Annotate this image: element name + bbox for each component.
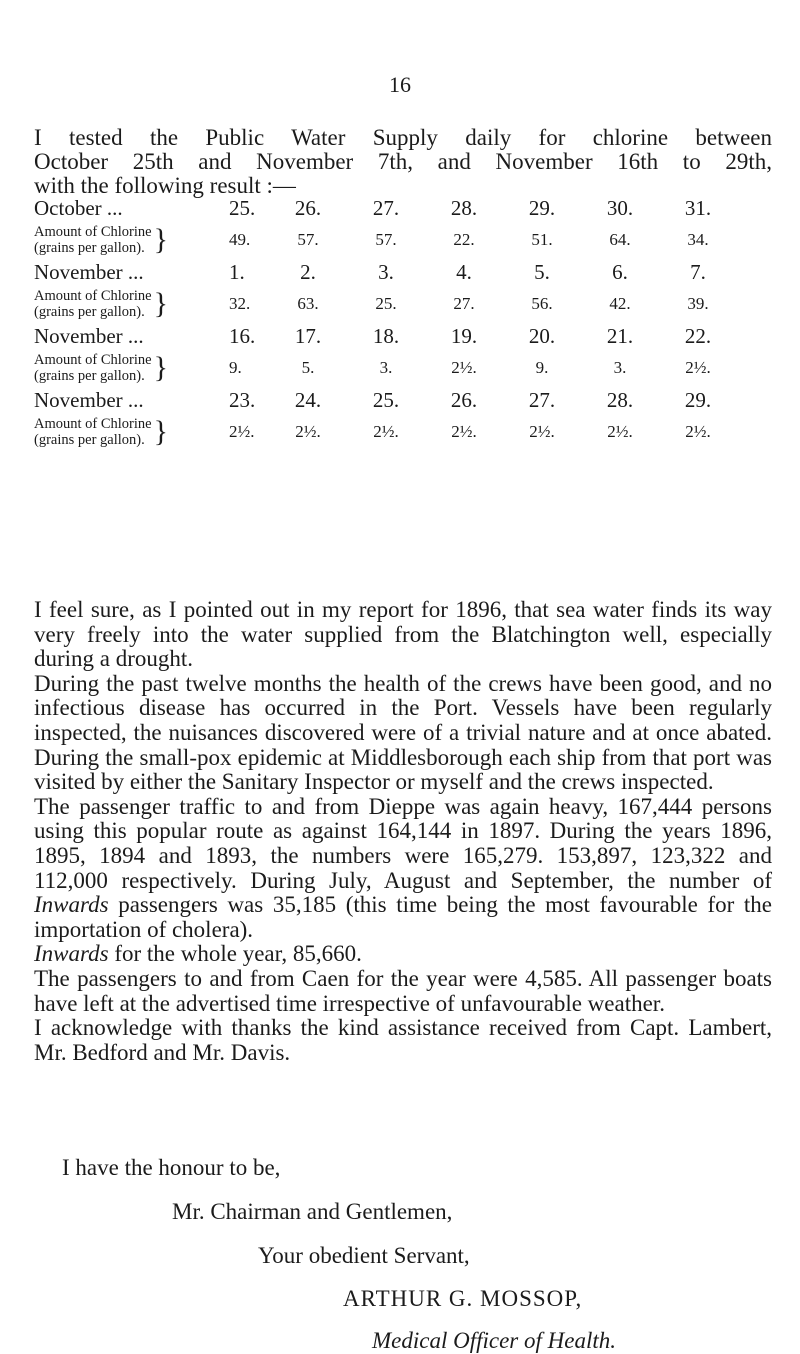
amount-cell: 2½. (529, 422, 555, 441)
date-cell: 2. (300, 259, 316, 284)
amount-cell: 25. (375, 294, 397, 313)
paragraph-dieppe-traffic (34, 795, 772, 943)
amount-cell: 2½. (295, 422, 321, 441)
amount-label (34, 349, 229, 387)
date-cell: 7. (690, 259, 706, 284)
amount-label-line1: Amount of Chlorine (34, 352, 152, 368)
table-row-amounts (34, 349, 737, 387)
amount-cell: 3. (379, 358, 393, 377)
date-cell: 20. (528, 323, 556, 348)
closing-salutation: Mr. Chairman and Gentlemen, (172, 1199, 453, 1224)
amount-cell: 42. (609, 294, 631, 313)
date-cell: 4. (456, 259, 472, 284)
amount-cell: 22. (453, 230, 475, 249)
amount-cell: 3. (613, 358, 627, 377)
page-number: 16 (389, 72, 411, 97)
amount-label (34, 413, 229, 451)
intro-line: October 25th and November 7th, and November 16th to 29th, (34, 149, 772, 174)
month-label: October ... (34, 195, 123, 220)
intro-line: I tested the Public Water Supply daily for chlorine between (34, 125, 772, 150)
amount-label-line2: (grains per gallon). (34, 240, 145, 256)
amount-cell: 32. (229, 294, 251, 313)
date-cell: 21. (606, 323, 634, 348)
month-label: November ... (34, 387, 144, 412)
amount-cell: 2½. (607, 422, 633, 441)
closing-honour: I have the honour to be, (62, 1155, 281, 1180)
date-cell: 25. (229, 195, 256, 220)
date-cell: 28. (606, 387, 634, 412)
amount-cell: 34. (687, 230, 709, 249)
paragraph-acknowledgement: I acknowledge with thanks the kind assistance received from Capt. Lambert, Mr. Bedford and Mr. Davis. (34, 1015, 772, 1065)
date-cell: 27. (528, 387, 556, 412)
amount-cell: 57. (297, 230, 319, 249)
inwards-year-text: for the whole year, 85,660. (114, 941, 362, 967)
date-cell: 25. (372, 387, 400, 412)
date-cell: 19. (450, 323, 478, 348)
brace-glyph: } (153, 351, 169, 384)
amount-cell: 56. (531, 294, 553, 313)
amount-label-line1: Amount of Chlorine (34, 416, 152, 432)
amount-cell: 2½. (685, 358, 711, 377)
amount-cell: 2½. (685, 422, 711, 441)
amount-label (34, 285, 229, 323)
closing-servant: Your obedient Servant, (258, 1243, 470, 1268)
date-cell: 31. (684, 195, 712, 220)
date-cell: 27. (372, 195, 400, 220)
amount-cell: 9. (535, 358, 549, 377)
date-cell: 24. (294, 387, 322, 412)
date-cell: 29. (684, 387, 712, 412)
amount-label-line2: (grains per gallon). (34, 432, 145, 448)
date-cell: 30. (606, 195, 634, 220)
amount-cell: 2½. (229, 422, 255, 441)
signature: ARTHUR G. MOSSOP, (343, 1286, 583, 1311)
amount-cell: 5. (301, 358, 315, 377)
intro-line: with the following result :— (34, 173, 296, 198)
paragraph-crews-health: During the past twelve months the health of the crews have been good, and no infectious disease has occurred in the Port. Vessels have been regularly inspected, the nuisances discovered were of a trivial nature and at once abated. During the small-pox epidemic at Middlesborough each ship from that port was visited by either the Sanitary Inspector or myself and the crews inspected. (34, 670, 772, 795)
date-cell: 3. (378, 259, 394, 284)
brace-glyph: } (153, 287, 169, 320)
table-row-amounts (34, 221, 737, 259)
report-body (34, 598, 772, 1065)
amount-cell: 9. (229, 358, 242, 377)
amount-cell: 63. (297, 294, 319, 313)
intro-paragraph (34, 126, 772, 198)
paragraph-inwards-year (34, 942, 772, 967)
dieppe-tail: passengers was 35,185 (this time being the most favourable for the importation of cholera). (34, 892, 772, 942)
amount-label-line1: Amount of Chlorine (34, 224, 152, 240)
dieppe-text: The passenger traffic to and from Dieppe was again heavy, 167,444 persons using this popular route as against 164,144 in 1897. During the years 1896, 1895, 1894 and 1893, the numbers were 165,279. 153,897, 123,322 and 112,000 respectively. During July, August and September, the number of (34, 793, 772, 893)
table-row-dates (34, 387, 737, 413)
amount-cell: 2½. (373, 422, 399, 441)
date-cell: 26. (294, 195, 322, 220)
date-cell: 17. (294, 323, 322, 348)
month-label: November ... (34, 323, 144, 348)
amount-label-line2: (grains per gallon). (34, 304, 145, 320)
table-row-dates (34, 195, 737, 221)
amount-label-line2: (grains per gallon). (34, 368, 145, 384)
amount-cell: 49. (229, 230, 251, 249)
date-cell: 22. (684, 323, 712, 348)
amount-cell: 39. (687, 294, 709, 313)
brace-glyph: } (153, 415, 169, 448)
date-cell: 28. (450, 195, 478, 220)
date-cell: 6. (612, 259, 628, 284)
table-row-dates (34, 323, 737, 349)
date-cell: 18. (372, 323, 400, 348)
amount-cell: 57. (375, 230, 397, 249)
amount-cell: 2½. (451, 422, 477, 441)
table-row-amounts (34, 285, 737, 323)
paragraph-sea-water: I feel sure, as I pointed out in my report for 1896, that sea water finds its way very freely into the water supplied from the Blatchington well, especially during a drought. (34, 597, 772, 672)
chlorine-table (34, 195, 737, 451)
date-cell: 16. (229, 323, 256, 348)
amount-cell: 64. (609, 230, 631, 249)
date-cell: 5. (534, 259, 550, 284)
date-cell: 23. (229, 387, 256, 412)
amount-cell: 2½. (451, 358, 477, 377)
amount-cell: 51. (531, 230, 553, 249)
amount-label-line1: Amount of Chlorine (34, 288, 152, 304)
date-cell: 26. (450, 387, 478, 412)
month-label: November ... (34, 259, 144, 284)
inwards-emphasis: Inwards (34, 892, 109, 918)
paragraph-caen: The passengers to and from Caen for the year were 4,585. All passenger boats have left at the advertised time irrespective of unfavourable weather. (34, 965, 772, 1016)
brace-glyph: } (153, 223, 169, 256)
date-cell: 29. (528, 195, 556, 220)
table-row-amounts (34, 413, 737, 451)
officer-title: Medical Officer of Health. (372, 1328, 616, 1353)
amount-label (34, 221, 229, 259)
amount-cell: 27. (453, 294, 475, 313)
table-row-dates (34, 259, 737, 285)
date-cell: 1. (229, 259, 245, 284)
inwards-emphasis: Inwards (34, 941, 109, 967)
